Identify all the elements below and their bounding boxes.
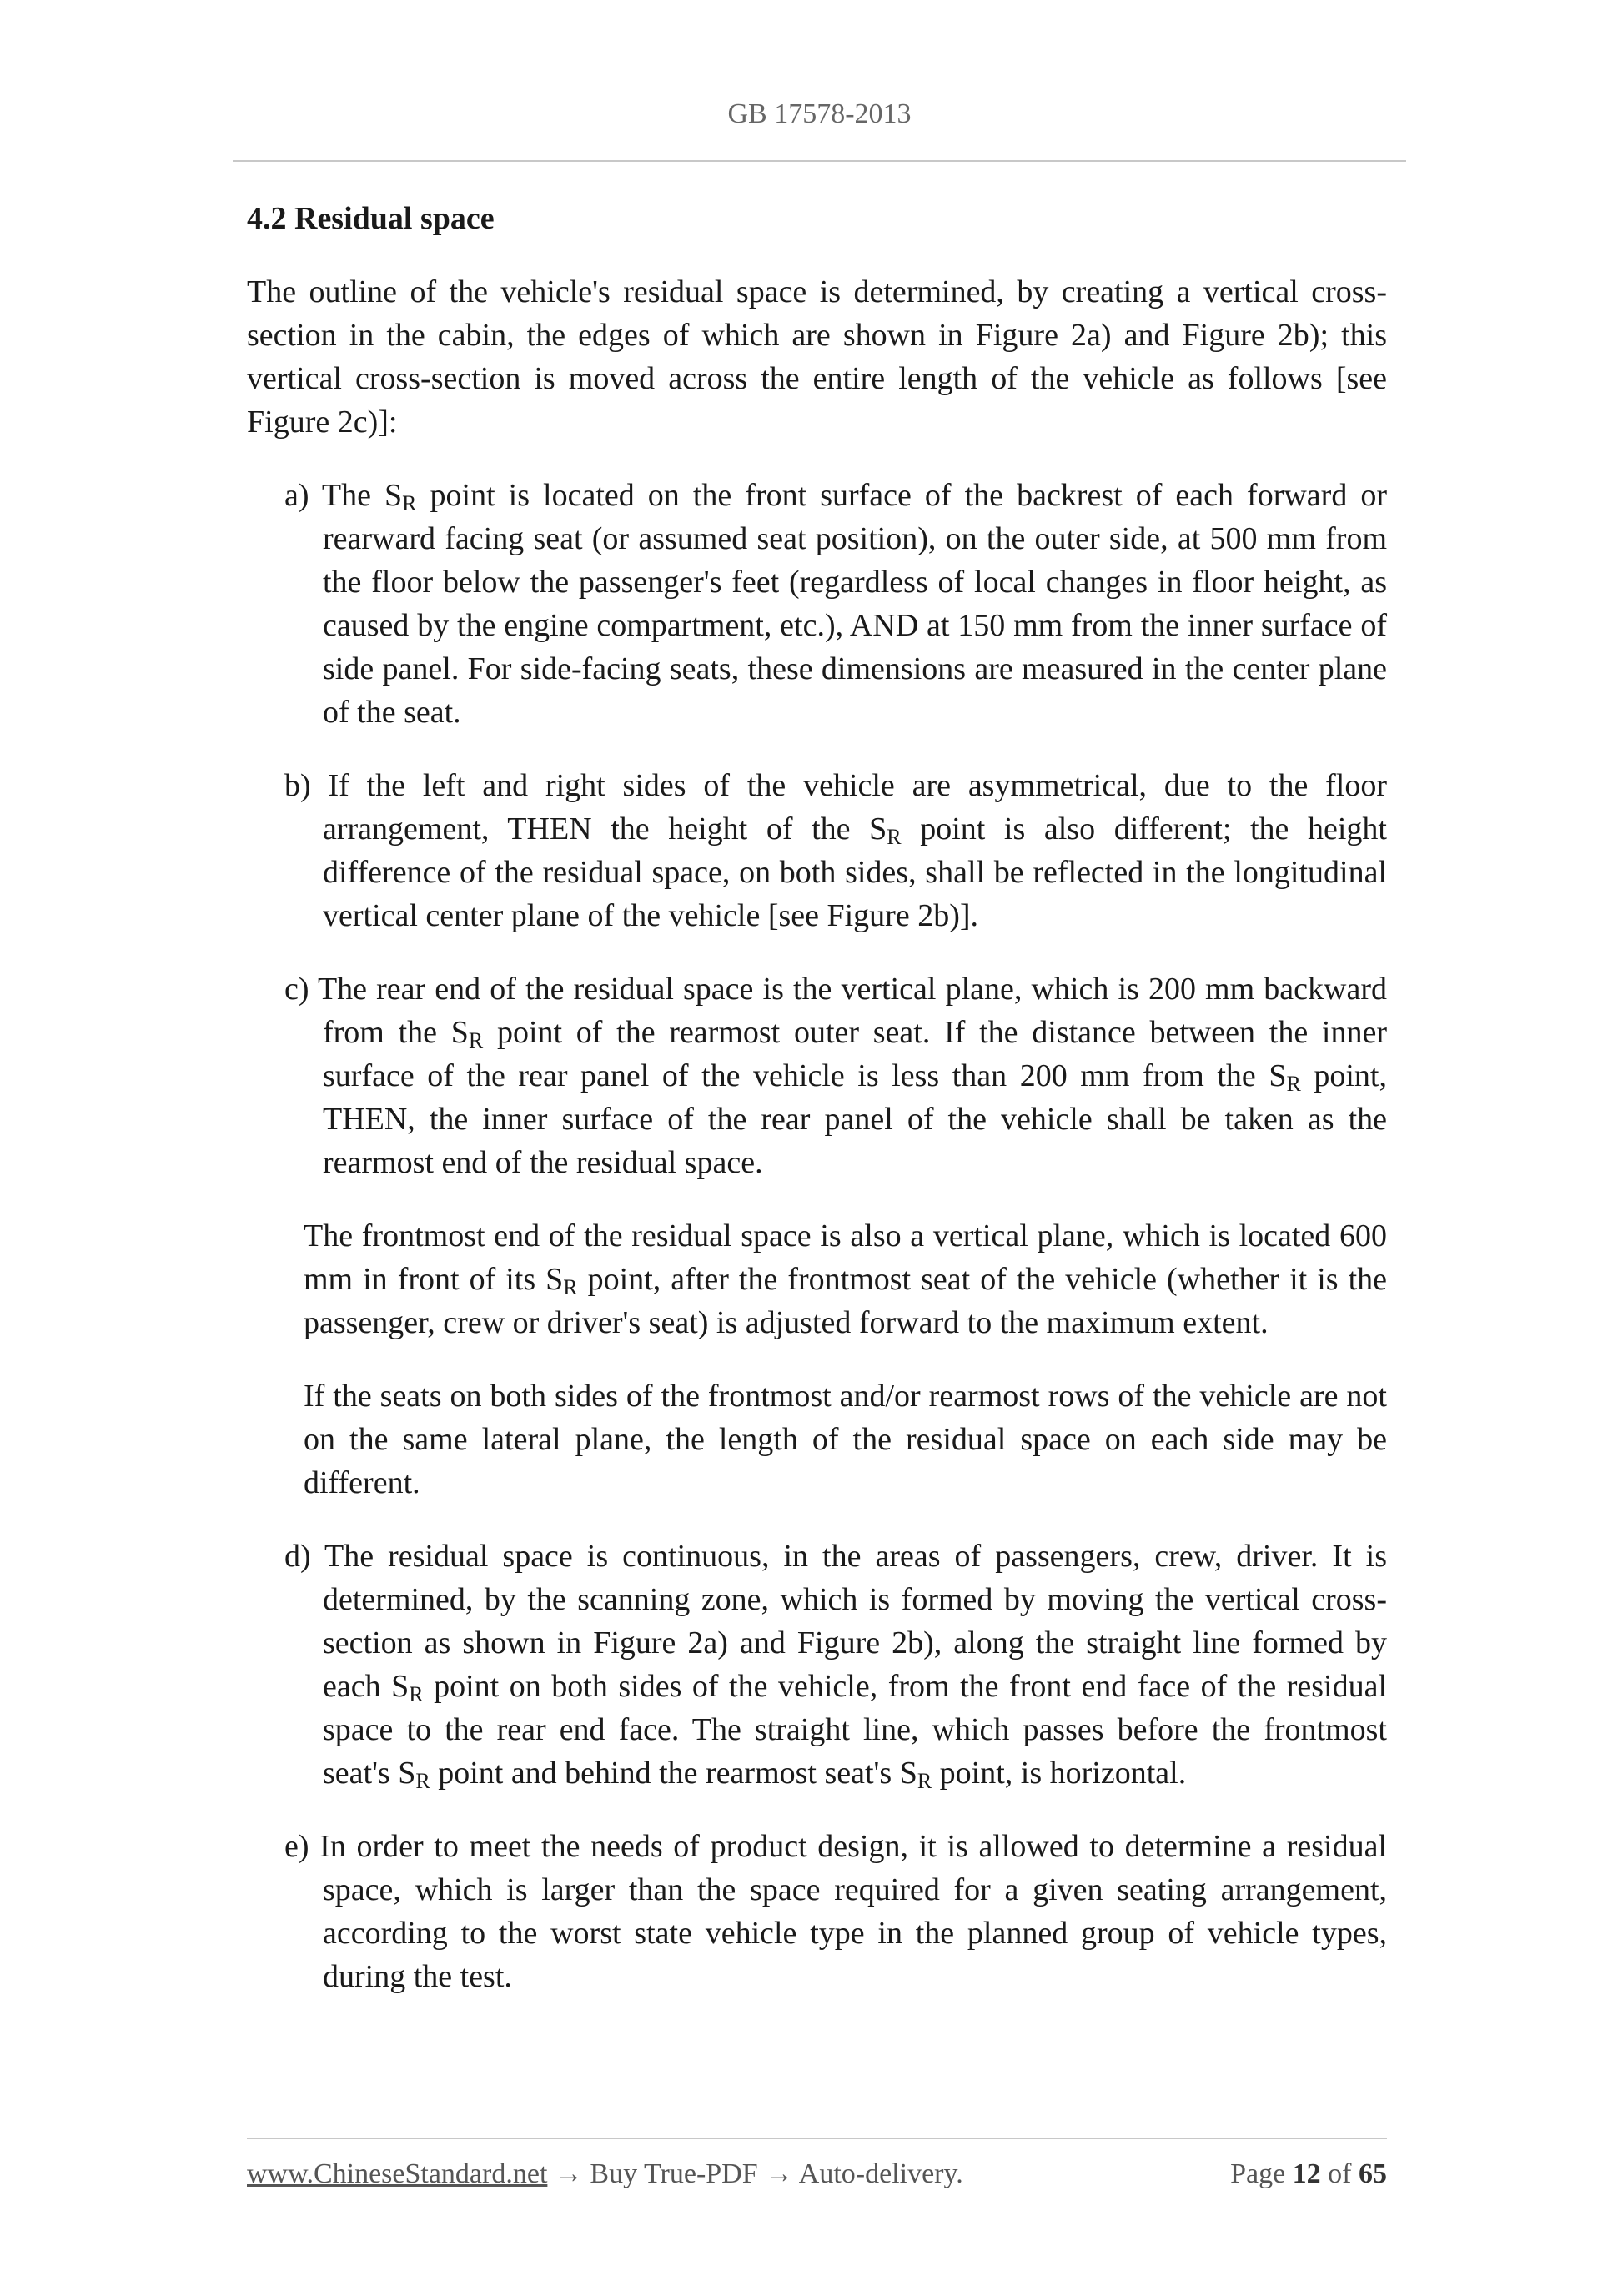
document-header: GB 17578-2013 <box>727 98 912 129</box>
section-title: 4.2 Residual space <box>247 201 495 236</box>
page-content <box>247 197 1387 2028</box>
intro-paragraph: The outline of the vehicle's residual space is determined, by creating a vertical cross-section in the cabin, the edges of which are shown in Figure 2a) and Figure 2b); this vertical cross-section is moved across the entire length of the vehicle as follows [see Figure 2c)]: <box>247 274 1387 440</box>
page-current: 12 <box>1292 2158 1321 2189</box>
list-item-e: e) In order to meet the needs of product design, it is allowed to determine a residual space, which is larger than the space required for a given seating arrangement, according to the worst state vehicle type in the planned group of vehicle types, during the test. <box>284 1829 1387 1994</box>
auto-delivery-text: Auto-delivery. <box>798 2158 963 2189</box>
buy-pdf-text: Buy True-PDF <box>590 2158 758 2189</box>
page-number <box>1230 2158 1387 2190</box>
header-divider <box>233 160 1406 162</box>
list-item-d: d) The residual space is continuous, in the areas of passengers, crew, driver. It is determined, by the scanning zone, which is formed by moving the vertical cross-section as shown in Figure 2a) and Figure 2b), along the straight line formed by each $S_R$ point on both sides of the vehicle, from the front end face of the residual space to the rear end face. The straight line, which passes before the frontmost seat's $S_R$ point and behind the rearmost seat's $S_R$ point, is horizontal. <box>284 1539 1388 1793</box>
arrow-right-icon: → <box>554 2158 583 2189</box>
list-item-c-note-frontmost: The frontmost end of the residual space is also a vertical plane, which is located 600 mm in front of its $S_R$ point, after the frontmost seat of the vehicle (whether it is the passenger, crew or driver's seat) is adjusted forward to the maximum extent. <box>304 1218 1387 1340</box>
page-total: 65 <box>1359 2158 1387 2189</box>
page-of: of <box>1328 2158 1352 2189</box>
list-item-a: a) The $S_R$ point is located on the front surface of the backrest of each forward or rearward facing seat (or assumed seat position), on the outer side, at 500 mm from the floor below the passenger's feet (regardless of local changes in floor height, as caused by the engine compartment, etc.), AND at 150 mm from the inner surface of side panel. For side-facing seats, these dimensions are measured in the center plane of the seat. <box>284 478 1388 730</box>
page-label: Page <box>1230 2158 1286 2189</box>
list-item-c-note-seats: If the seats on both sides of the frontmost and/or rearmost rows of the vehicle are not on the same lateral plane, the length of the residual space on each side may be different. <box>304 1379 1387 1500</box>
list-item-c: c) The rear end of the residual space is the vertical plane, which is 200 mm backward from the $S_R$ point of the rearmost outer seat. If the distance between the inner surface of the rear panel of the vehicle is less than 200 mm from the $S_R$ point, THEN, the inner surface of the rear panel of the vehicle shall be taken as the rearmost end of the residual space. <box>284 972 1387 1180</box>
footer-divider <box>247 2138 1387 2139</box>
list-item-b: b) If the left and right sides of the vehicle are asymmetrical, due to the floor arrangement, THEN the height of the $S_R$ point is also different; the height difference of the residual space, on both sides, shall be reflected in the longitudinal vertical center plane of the vehicle [see Figure 2b)]. <box>284 768 1387 933</box>
website-link[interactable]: www.ChineseStandard.net <box>247 2158 548 2189</box>
arrow-right-icon: → <box>765 2158 794 2189</box>
footer-links <box>247 2158 963 2190</box>
